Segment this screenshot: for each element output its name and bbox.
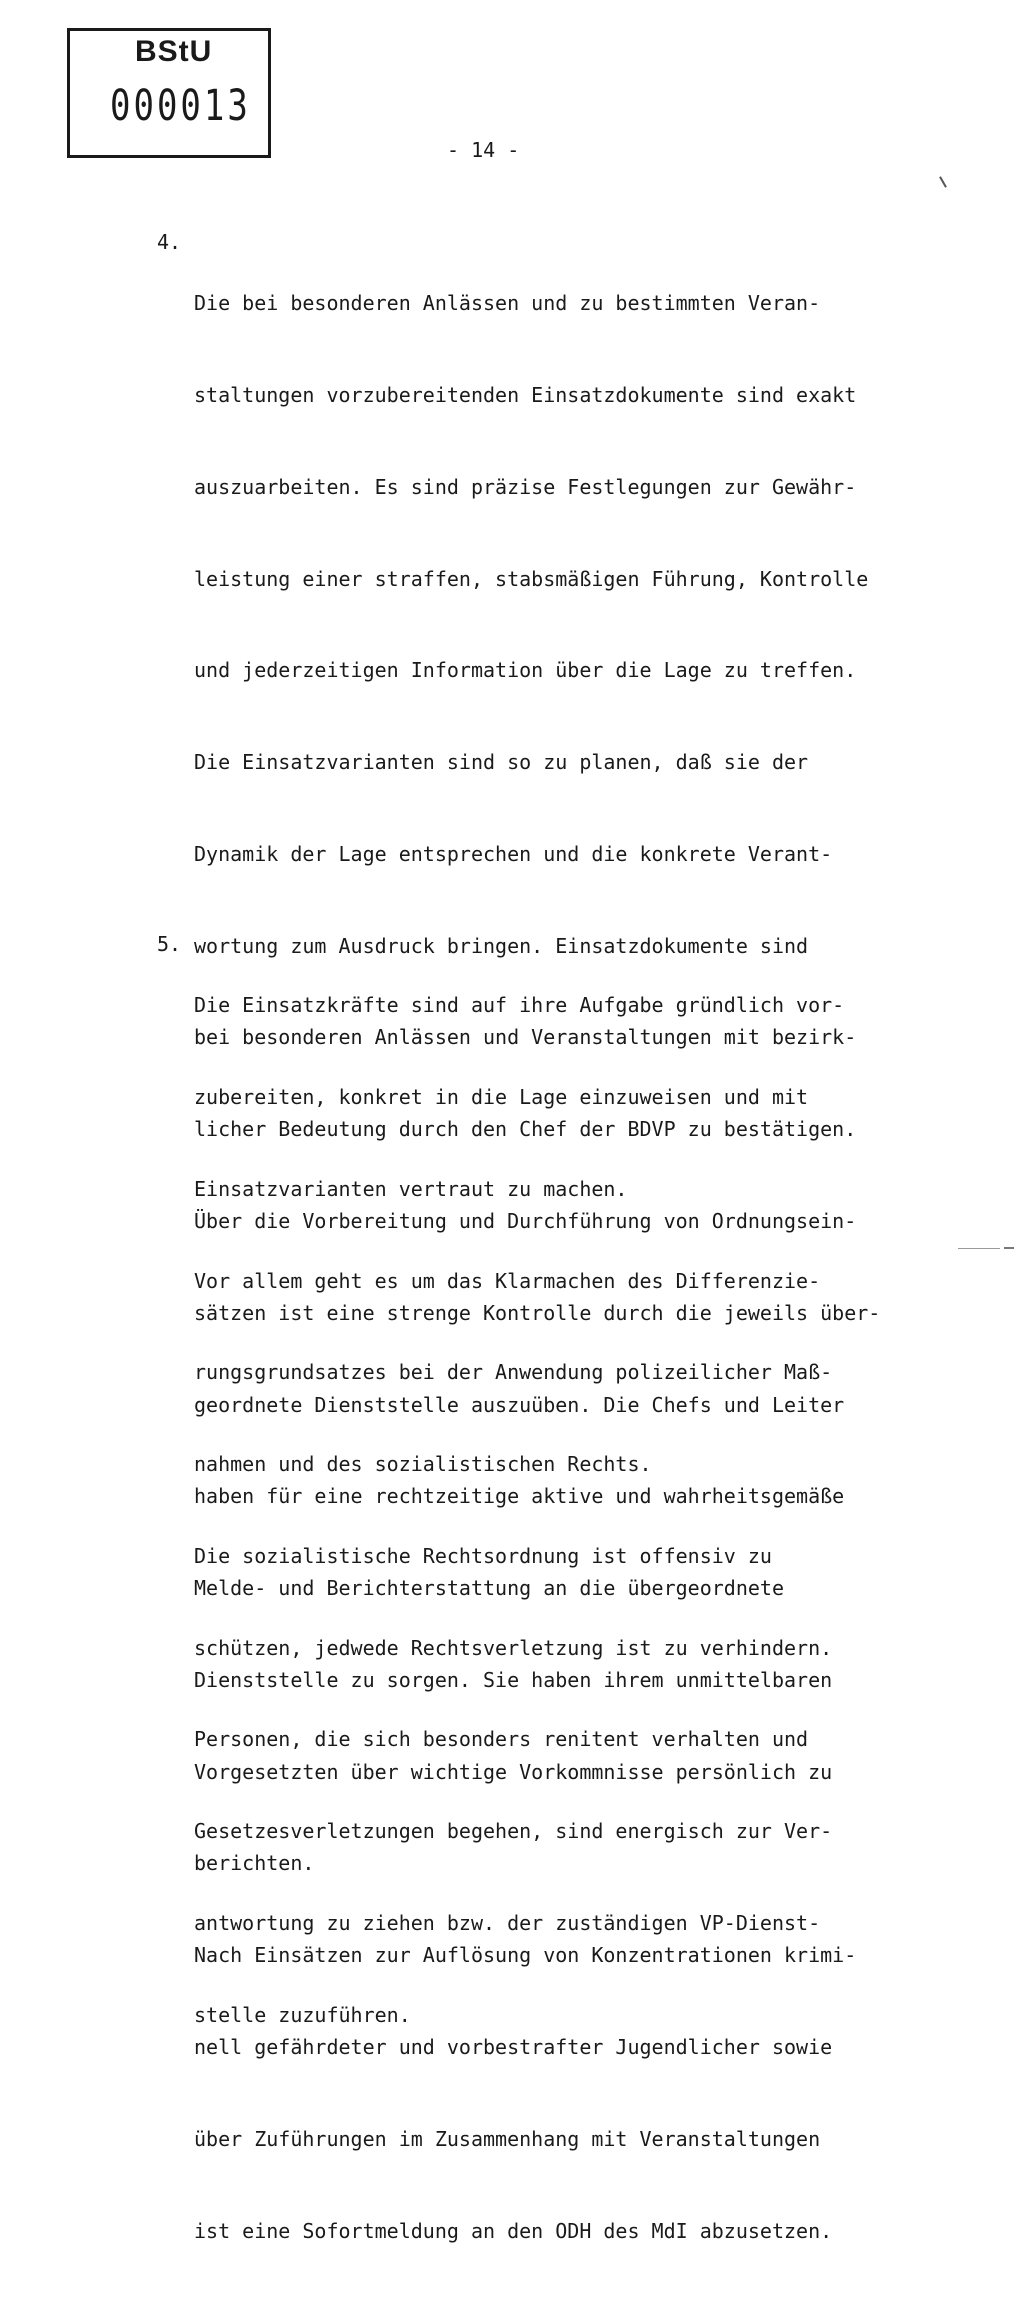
text-line: antwortung zu ziehen bzw. der zuständigen VP-Dienst- [194,1911,821,1935]
text-line: berichten. [194,1851,315,1876]
text-line: zubereiten, konkret in die Lage einzuweisen und mit [194,1084,809,1109]
archive-stamp [67,28,271,158]
scan-mark [939,176,947,187]
text-line: Nach Einsätzen zur Auflösung von Konzentrationen krimi- [194,1943,857,1968]
text-line: auszuarbeiten. Es sind präzise Festlegungen zur Gewähr- [194,474,857,499]
text-line: Dienststelle zu sorgen. Sie haben ihrem unmittelbaren [194,1667,833,1692]
scan-mark [1004,1247,1014,1249]
text-line: über Zuführungen im Zusammenhang mit Veranstaltungen [194,2126,821,2151]
text-line: Die sozialistische Rechtsordnung ist offensiv zu [194,1543,772,1568]
text-line: licher Bedeutung durch den Chef der BDVP zu bestätigen. [194,1117,857,1142]
text-line: schützen, jedwede Rechtsverletzung ist zu verhindern. [194,1635,833,1660]
text-line: Gesetzesverletzungen begehen, sind energisch zur Ver- [194,1819,833,1844]
page-number: - 14 - [447,138,520,162]
text-line: und jederzeitigen Information über die Lage zu treffen. [194,658,857,683]
text-line: rungsgrundsatzes bei der Anwendung polizeilicher Maß- [194,1360,833,1385]
stamp-org: BStU [135,35,213,68]
text-line: ist eine Sofortmeldung an den ODH des MdI abzusetzen. [194,2218,833,2243]
text-line: Über die Vorbereitung und Durchführung von Ordnungsein- [194,1209,857,1233]
text-line: Vor allem geht es um das Klarmachen des Differenzie- [194,1268,821,1293]
text-line: Personen, die sich besonders renitent verhalten und [194,1727,809,1752]
text-line: stelle zuzuführen. [194,2002,411,2027]
text-line: staltungen vorzubereitenden Einsatzdokumente sind exakt [194,382,857,407]
scan-mark [958,1248,1000,1249]
item-number: 4. [157,230,182,254]
stamp-number: 000013 [110,81,251,131]
text-line: geordnete Dienststelle auszuüben. Die Chefs und Leiter [194,1392,845,1417]
text-line: Vorgesetzten über wichtige Vorkommnisse persönlich zu [194,1759,833,1784]
text-line: nell gefährdeter und vorbestrafter Jugendlicher sowie [194,2035,833,2060]
item-number: 5. [157,932,182,956]
text-line: haben für eine rechtzeitige aktive und wahrheitsgemäße [194,1484,845,1509]
text-line: Melde- und Berichterstattung an die übergeordnete [194,1576,785,1601]
text-line: Dynamik der Lage entsprechen und die konkrete Verant- [194,841,833,866]
text-line: Einsatzvarianten vertraut zu machen. [194,1176,628,1201]
text-line: Die bei besonderen Anlässen und zu bestimmten Veran- [194,291,821,316]
text-line: leistung einer straffen, stabsmäßigen Führung, Kontrolle [194,566,869,591]
text-line: nahmen und des sozialistischen Rechts. [194,1452,652,1477]
text-line: Die Einsatzvarianten sind so zu planen, daß sie der [194,750,809,775]
text-line: wortung zum Ausdruck bringen. Einsatzdokumente sind [194,933,809,958]
text-line: Die Einsatzkräfte sind auf ihre Aufgabe gründlich vor- [194,993,845,1018]
text-line: bei besonderen Anlässen und Veranstaltungen mit bezirk- [194,1025,857,1050]
item-text [194,929,844,2092]
text-line: sätzen ist eine strenge Kontrolle durch die jeweils über- [194,1300,881,1325]
